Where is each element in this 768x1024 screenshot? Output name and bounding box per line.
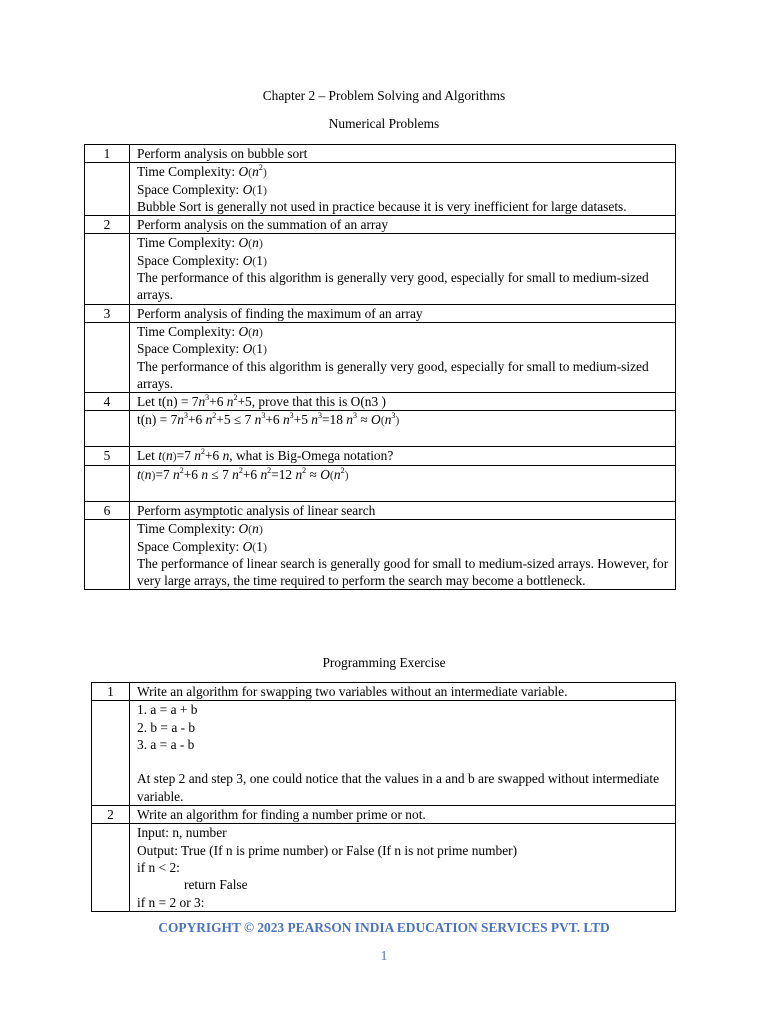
row-number: 4 xyxy=(85,393,130,411)
table-row xyxy=(85,145,676,163)
question-text: Let t(n)=7 $n^2+6$ n, what is Big-Omega notation? xyxy=(130,447,676,466)
table-row xyxy=(92,806,676,824)
table-row xyxy=(85,304,676,322)
page-number: 1 xyxy=(380,948,388,963)
table-row xyxy=(92,683,676,701)
code-line: 1. a = a + b xyxy=(137,702,198,718)
answer-text: The performance of linear search is generally good for small to medium-sized arrays. However, for very large arrays, the time required to perform the search may become a bottleneck. xyxy=(137,555,669,589)
row-number: 2 xyxy=(92,806,130,824)
answer-cell: Time Complexity: $O(n^2)$ Space Complexity: O(1) Bubble Sort is generally not used in practice because it is very inefficient for large datasets. xyxy=(130,163,676,216)
code-line: 3. a = a - b xyxy=(137,736,195,752)
table-row xyxy=(85,322,676,392)
answer-cell: Time Complexity: O(n) Space Complexity: O(1) The performance of this algorithm is generally very good, especially for small to medium-sized arrays. xyxy=(130,322,676,392)
table-row xyxy=(85,163,676,216)
answer-cell: Time Complexity: O(n) Space Complexity: O(1) The performance of linear search is generally good for small to medium-sized arrays. However, for very large arrays, the time required to perform the search may become a bottleneck. xyxy=(130,520,676,590)
table-row xyxy=(92,701,676,806)
table-row xyxy=(85,447,676,466)
row-number: 6 xyxy=(85,501,130,519)
table-row xyxy=(85,393,676,411)
section-heading-numerical: Numerical Problems xyxy=(328,116,440,131)
code-line: Output: True (If n is prime number) or False (If n is not prime number) xyxy=(137,842,518,858)
answer-text: The performance of this algorithm is generally very good, especially for small to medium-sized arrays. xyxy=(137,270,649,303)
code-line: 2. b = a - b xyxy=(137,719,196,735)
answer-cell: t(n)=7 $n^2+6$ n ≤ 7 $n^2+6$ $n^2=12$ $n^2 \approx O(n^2)$ xyxy=(130,466,676,502)
chapter-title: Chapter 2 – Problem Solving and Algorithms xyxy=(262,88,506,103)
answer-cell: $t(n) = 7n^3+6$ $n^2+5 \le 7$ $n^3+6$ $n^3+5$ $n^3=18$ $n^3 \approx O(n^3)$ xyxy=(130,411,676,447)
question-text: Write an algorithm for swapping two variables without an intermediate variable. xyxy=(130,683,676,701)
question-text: Perform analysis of finding the maximum of an array xyxy=(130,304,676,322)
table-row xyxy=(85,216,676,234)
table-row xyxy=(85,411,676,447)
question-text: Perform analysis on bubble sort xyxy=(130,145,676,163)
answer-cell xyxy=(130,701,676,806)
row-number: 1 xyxy=(92,683,130,701)
answer-text: Bubble Sort is generally not used in practice because it is very inefficient for large datasets. xyxy=(137,198,627,214)
answer-text: The performance of this algorithm is generally very good, especially for small to medium-sized arrays. xyxy=(137,358,649,391)
question-text: Perform analysis on the summation of an array xyxy=(130,216,676,234)
section-heading-programming: Programming Exercise xyxy=(322,655,446,670)
table-row xyxy=(85,466,676,502)
numerical-problems-table xyxy=(84,144,676,590)
table-row xyxy=(92,824,676,911)
question-text: Write an algorithm for finding a number prime or not. xyxy=(130,806,676,824)
row-number: 5 xyxy=(85,447,130,466)
table-row xyxy=(85,501,676,519)
answer-text: At step 2 and step 3, one could notice that the values in a and b are swapped without intermediate variable. xyxy=(137,771,660,804)
code-line: Input: n, number xyxy=(137,825,227,841)
table-row xyxy=(85,234,676,304)
copyright-footer: COPYRIGHT © 2023 PEARSON INDIA EDUCATION SERVICES PVT. LTD xyxy=(158,920,610,935)
code-line: return False xyxy=(184,877,248,893)
table-row xyxy=(85,520,676,590)
programming-exercise-table xyxy=(91,682,676,912)
code-line: if n < 2: xyxy=(137,859,180,875)
question-text: Perform asymptotic analysis of linear search xyxy=(130,501,676,519)
row-number: 1 xyxy=(85,145,130,163)
code-line: if n = 2 or 3: xyxy=(137,894,205,910)
answer-cell xyxy=(130,824,676,911)
answer-cell: Time Complexity: O(n) Space Complexity: O(1) The performance of this algorithm is generally very good, especially for small to medium-sized arrays. xyxy=(130,234,676,304)
row-number: 2 xyxy=(85,216,130,234)
row-number: 3 xyxy=(85,304,130,322)
question-text: Let $t(n) = 7n^3+6$ $n^2+5$, prove that this is O(n3 ) xyxy=(130,393,676,411)
